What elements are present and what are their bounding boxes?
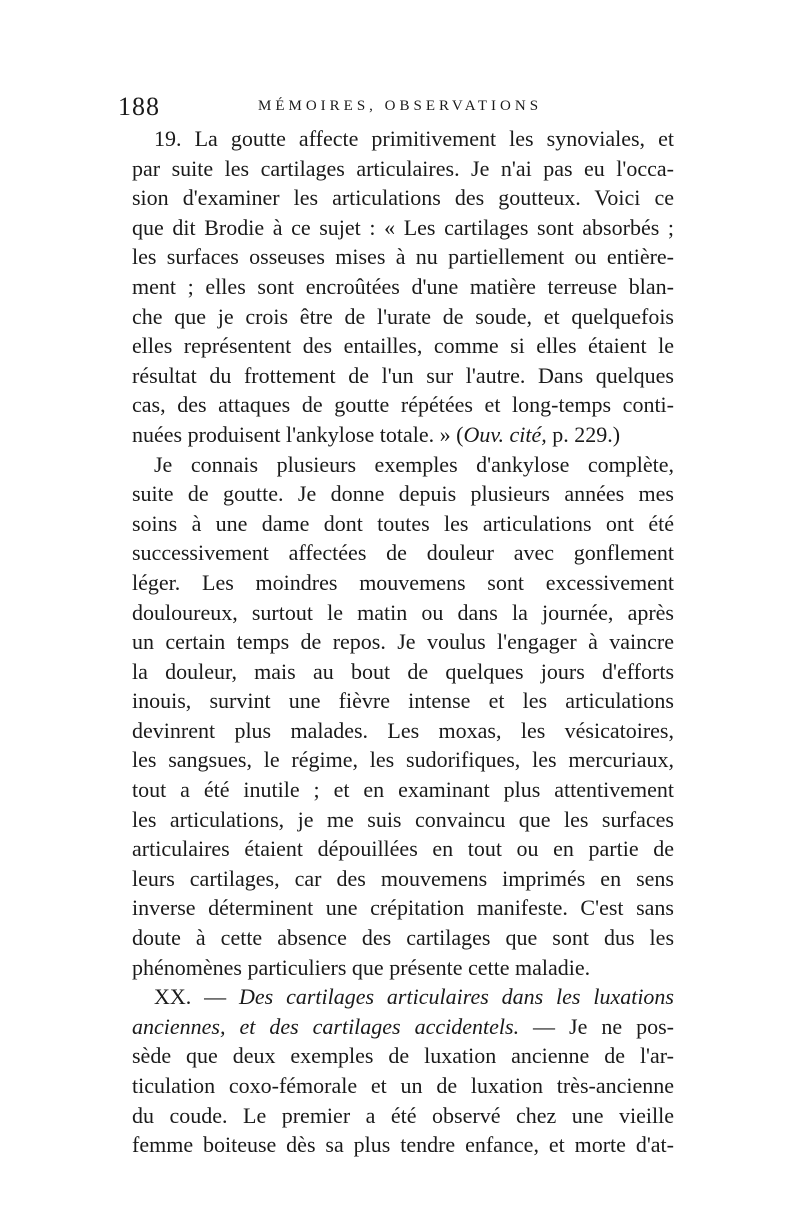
citation: Ouv. cité,	[463, 421, 547, 447]
text-line	[132, 1012, 674, 1042]
text-line: 19. La goutte affecte primitivement les synoviales, et	[154, 126, 674, 151]
text-line: elles représentent des entailles, comme si elles étaient le	[132, 333, 674, 359]
text-line: suite de goutte. Je donne depuis plusieurs années mes	[132, 481, 674, 507]
running-head: MÉMOIRES, OBSERVATIONS	[258, 98, 543, 114]
text-line: par suite les cartilages articulaires. Je n'ai pas eu l'occa-	[132, 155, 674, 181]
text-line: soins à une dame dont toutes les articulations ont été	[132, 510, 674, 536]
text-line: phénomènes particuliers que présente cette maladie.	[132, 954, 591, 980]
text-line: ticulation coxo-fémorale et un de luxation très-ancienne	[132, 1073, 674, 1098]
body-text	[132, 124, 674, 1160]
text-line: tout a été inutile ; et en examinant plus attentivement	[132, 777, 674, 803]
section-title: Des cartilages articulaires dans les luxations	[239, 984, 674, 1010]
text-line: douloureux, surtout le matin ou dans la journée, après	[132, 599, 674, 625]
page-header	[118, 92, 683, 122]
text-line	[132, 420, 674, 450]
text-line: les surfaces osseuses mises à nu partiellement ou entière-	[132, 244, 674, 270]
text-line: sion d'examiner les articulations des goutteux. Voici ce	[132, 185, 674, 211]
text-line: cas, des attaques de goutte répétées et long-temps conti-	[132, 392, 674, 418]
text-line: que dit Brodie à ce sujet : « Les cartilages sont absorbés ;	[132, 214, 674, 240]
page-number: 188	[118, 92, 160, 121]
text-line: les articulations, je me suis convaincu que les surfaces	[132, 806, 674, 832]
text-line: un certain temps de repos. Je voulus l'engager à vaincre	[132, 629, 674, 655]
text-line: résultat du frottement de l'un sur l'autre. Dans quelques	[132, 362, 674, 388]
text-line: leurs cartilages, car des mouvemens imprimés en sens	[132, 865, 674, 891]
text-line: sède que deux exemples de luxation ancienne de l'ar-	[132, 1043, 674, 1069]
text-line: devinrent plus malades. Les moxas, les vésicatoires,	[132, 717, 674, 743]
text-line: Je connais plusieurs exemples d'ankylose complète,	[154, 451, 674, 477]
text-line: femme boiteuse dès sa plus tendre enfance, et morte d'at-	[132, 1132, 674, 1158]
text-line: successivement affectées de douleur avec gonflement	[132, 540, 674, 566]
line-text: nuées produisent l'ankylose totale. » (	[132, 421, 464, 447]
line-text: p. 229.)	[546, 421, 621, 447]
text-line: les sangsues, le régime, les sudorifiques, les mercuriaux,	[132, 747, 674, 773]
text-line: articulaires étaient dépouillées en tout ou en partie de	[132, 836, 674, 862]
text-line: inouis, survint une fièvre intense et les articulations	[132, 688, 674, 714]
section-number: XX. —	[154, 984, 239, 1010]
section-title: anciennes, et des cartilages accidentels.	[132, 1013, 520, 1039]
text-line: doute à cette absence des cartilages que sont dus les	[132, 925, 674, 951]
text-line: ment ; elles sont encroûtées d'une matière terreuse blan-	[132, 273, 674, 299]
line-text: — Je ne pos-	[519, 1013, 674, 1039]
text-line	[132, 982, 674, 1012]
text-line: du coude. Le premier a été observé chez une vieille	[132, 1102, 674, 1128]
text-line: inverse déterminent une crépitation manifeste. C'est sans	[132, 895, 674, 921]
text-line: léger. Les moindres mouvemens sont excessivement	[132, 569, 674, 595]
text-line: la douleur, mais au bout de quelques jours d'efforts	[132, 658, 674, 684]
text-line: che que je crois être de l'urate de soude, et quelquefois	[132, 303, 674, 329]
